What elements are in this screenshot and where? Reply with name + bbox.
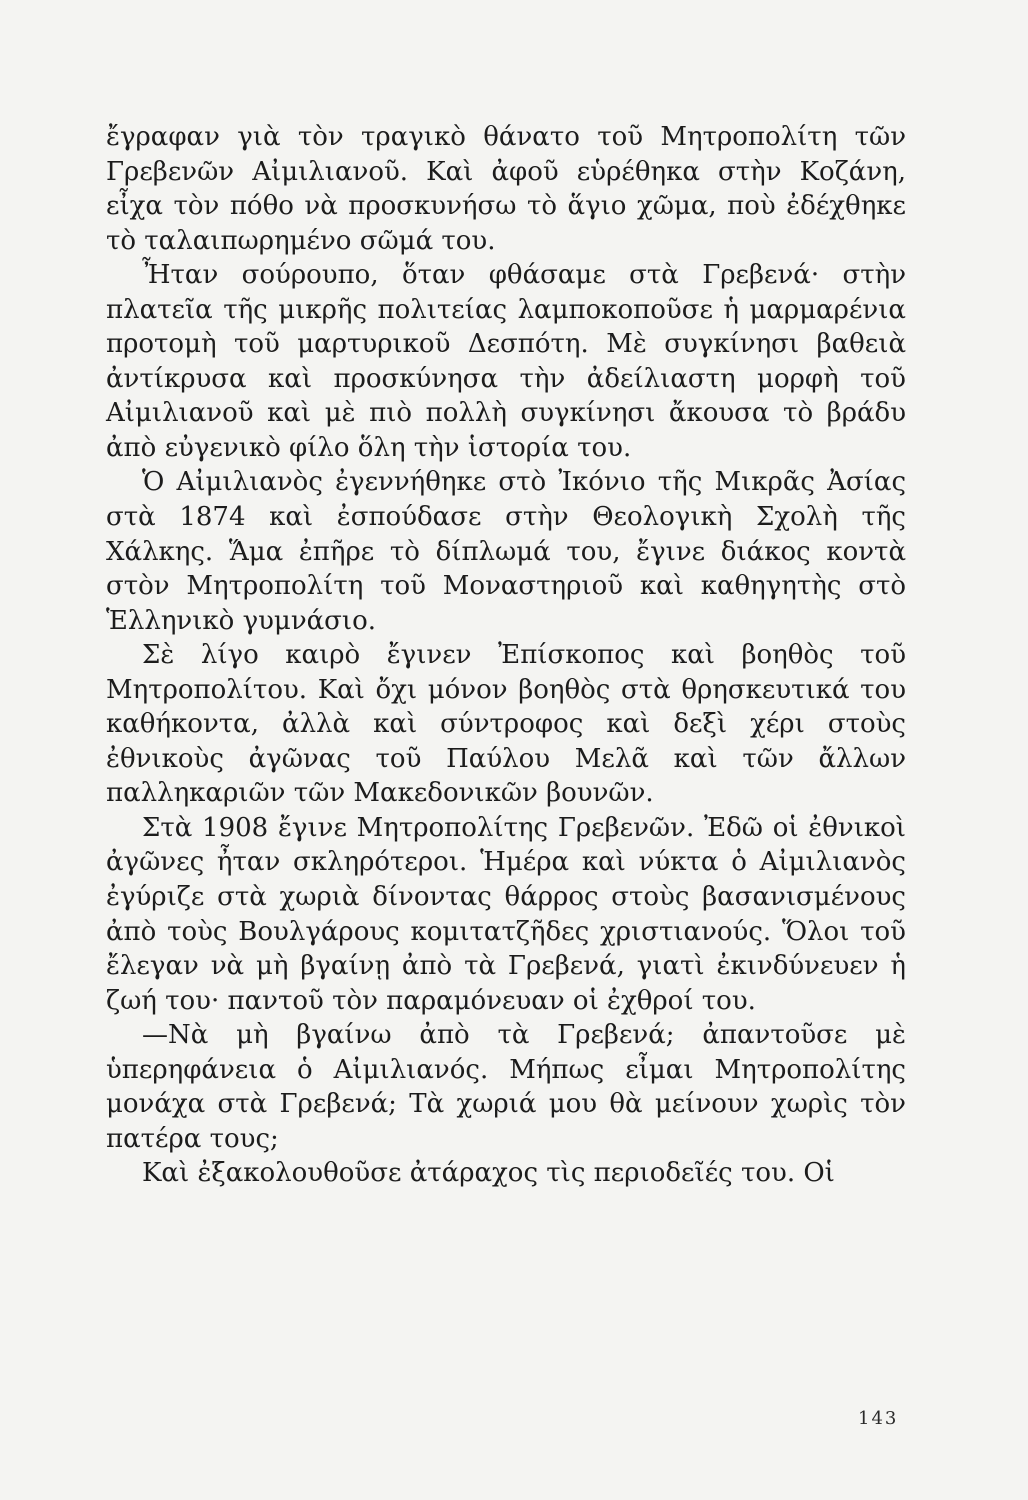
paragraph-4: Σὲ λίγο καιρὸ ἔγινεν Ἐπίσκοπος καὶ βοηθὸς τοῦ Μητροπολίτου. Καὶ ὄχι μόνον βοηθὸς στὰ θρησκευτικά του καθήκοντα, ἀλλὰ καὶ σύντροφος καὶ δεξὶ χέρι στοὺς ἐθνικοὺς ἀγῶνας τοῦ Παύλου Μελᾶ καὶ τῶν ἄλλων παλληκαριῶν τῶν Μακεδονικῶν βουνῶν. [106,640,906,809]
paragraph-7: Καὶ ἐξακολουθοῦσε ἀτάραχος τὶς περιοδεῖές του. Οἱ [142,1158,835,1189]
paragraph-1: ἔγραφαν γιὰ τὸν τραγικὸ θάνατο τοῦ Μητροπολίτη τῶν Γρεβενῶν Αἰμιλιανοῦ. Καὶ ἀφοῦ εὑρέθηκα στὴν Κοζάνη, εἶχα τὸν πόθο νὰ προσκυνήσω τὸ ἅγιο χῶμα, ποὺ ἐδέχθηκε τὸ ταλαιπωρημένο σῶμά του. [106,122,906,256]
paragraph-6: —Νὰ μὴ βγαίνω ἀπὸ τὰ Γρεβενά; ἀπαντοῦσε μὲ ὑπερηφάνεια ὁ Αἰμιλιανός. Μήπως εἶμαι Μητροπολίτης μονάχα στὰ Γρεβενά; Τὰ χωριά μου θὰ μείνουν χωρὶς τὸν πατέρα τους; [106,1020,906,1154]
paragraph-5: Στὰ 1908 ἔγινε Μητροπολίτης Γρεβενῶν. Ἐδῶ οἱ ἐθνικοὶ ἀγῶνες ἦταν σκληρότεροι. Ἡμέρα καὶ νύκτα ὁ Αἰμιλιανὸς ἐγύριζε στὰ χωριὰ δίνοντας θάρρος στοὺς βασανισμένους ἀπὸ τοὺς Βουλγάρους κομιτατζῆδες χριστιανούς. Ὅλοι τοῦ ἔλεγαν νὰ μὴ βγαίνῃ ἀπὸ τὰ Γρεβενά, γιατὶ ἐκινδύνευεν ἡ ζωή του· παντοῦ τὸν παραμόνευαν οἱ ἐχθροί του. [106,812,906,1016]
body-text [106,120,906,1191]
paragraph-3: Ὁ Αἰμιλιανὸς ἐγεννήθηκε στὸ Ἰκόνιο τῆς Μικρᾶς Ἀσίας στὰ 1874 καὶ ἐσπούδασε στὴν Θεολογικὴ Σχολὴ τῆς Χάλκης. Ἅμα ἐπῆρε τὸ δίπλωμά του, ἔγινε διάκος κοντὰ στὸν Μητροπολίτη τοῦ Μοναστηριοῦ καὶ καθηγητὴς στὸ Ἑλληνικὸ γυμνάσιο. [106,467,906,636]
page-number: 143 [858,1408,899,1429]
paragraph-2: Ἦταν σούρουπο, ὅταν φθάσαμε στὰ Γρεβενά· στὴν πλατεῖα τῆς μικρῆς πολιτείας λαμποκοποῦσε ἡ μαρμαρένια προτομὴ τοῦ μαρτυρικοῦ Δεσπότη. Μὲ συγκίνησι βαθειὰ ἀντίκρυσα καὶ προσκύνησα τὴν ἀδείλιαστη μορφὴ τοῦ Αἰμιλιανοῦ καὶ μὲ πιὸ πολλὴ συγκίνησι ἄκουσα τὸ βράδυ ἀπὸ εὐγενικὸ φίλο ὅλη τὴν ἱστορία του. [106,260,906,463]
